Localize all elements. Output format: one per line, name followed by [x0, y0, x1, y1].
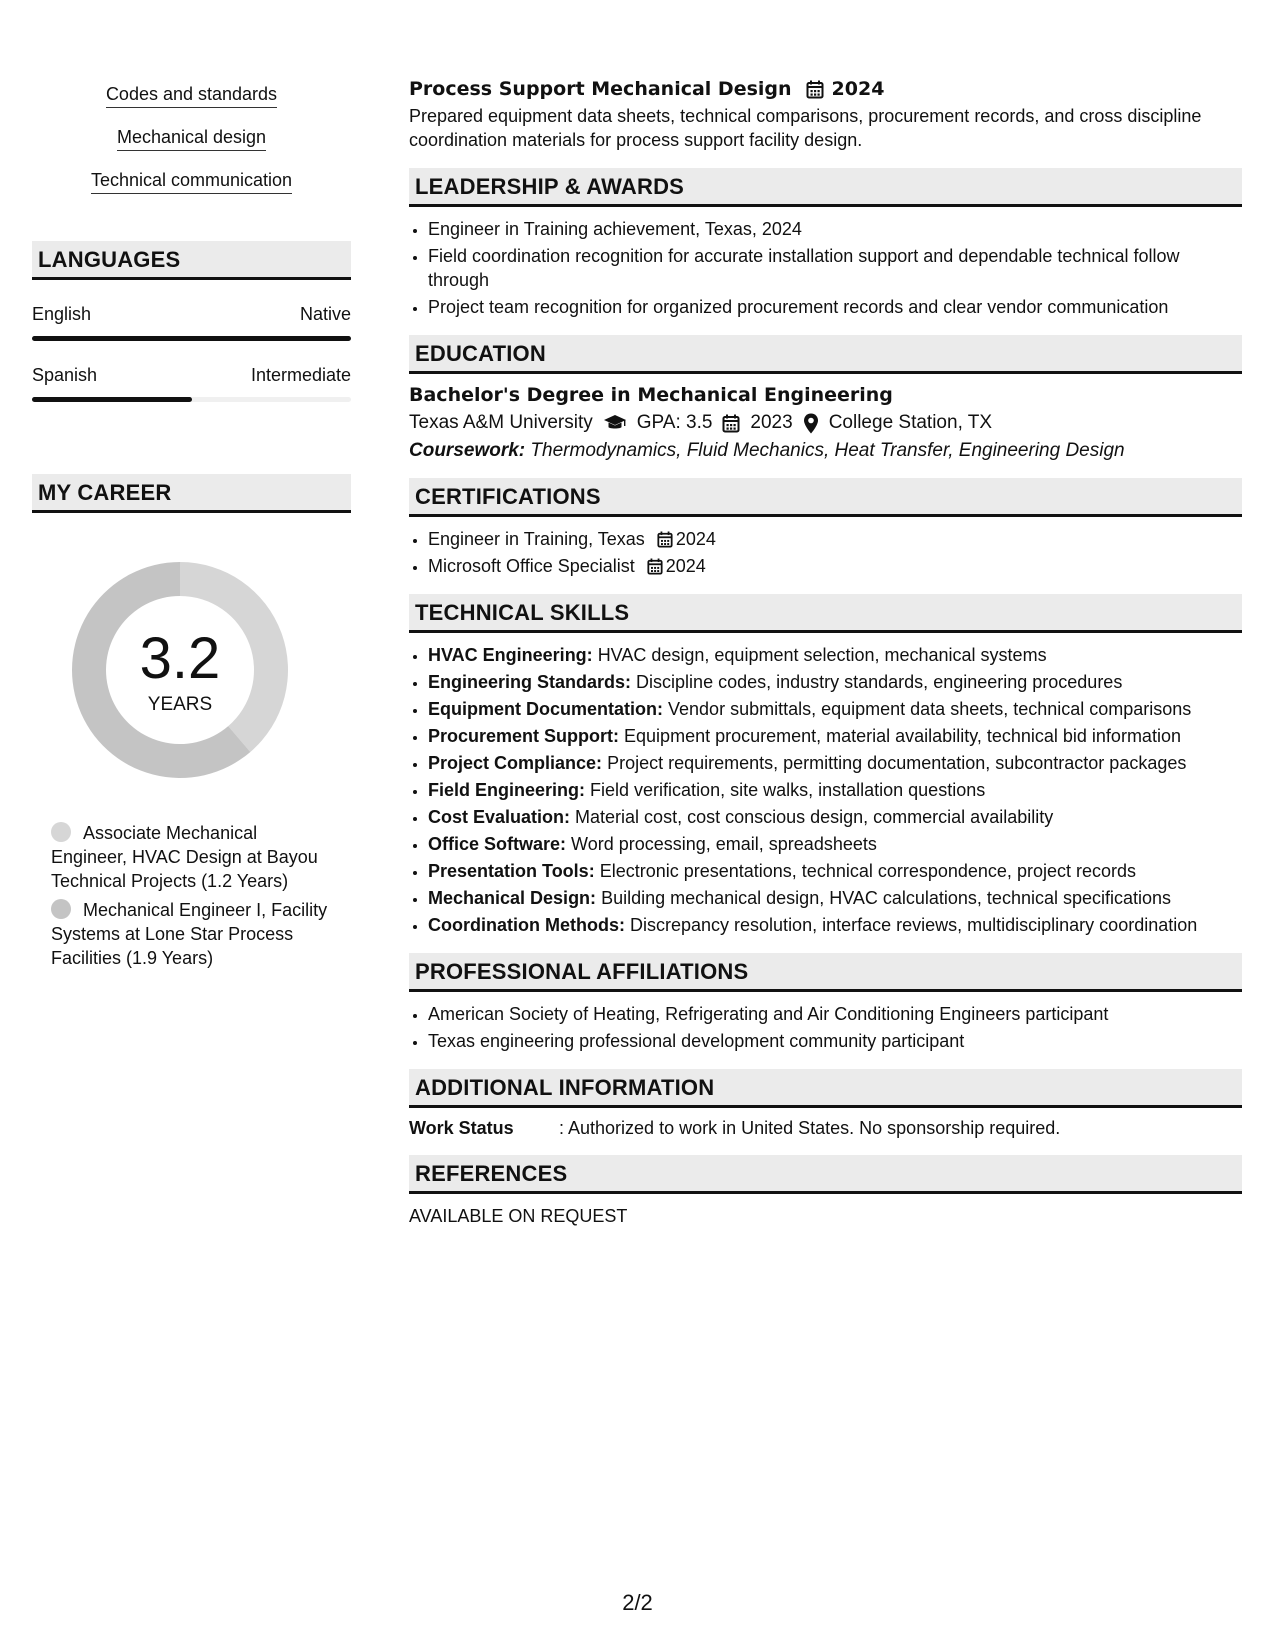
list-item: [428, 724, 1242, 748]
skill-text: HVAC design, equipment selection, mechanical systems: [597, 645, 1047, 665]
legend-dot: [51, 822, 71, 842]
list-item: [428, 751, 1242, 775]
education-section: [409, 335, 1242, 462]
language-name: Spanish: [32, 365, 98, 385]
list-item: [428, 554, 1242, 578]
affiliations-heading: PROFESSIONAL AFFILIATIONS: [409, 953, 1242, 992]
list-item: [428, 697, 1242, 721]
list-item: [428, 778, 1242, 802]
affiliations-section: [409, 953, 1242, 1053]
career-role: [51, 821, 336, 893]
list-item: • Engineer in Training achievement, Texas, 2024: [428, 217, 1242, 241]
skill-text: Discrepancy resolution, interface reviews, multidisciplinary coordination: [630, 915, 1198, 935]
list-item: • Texas engineering professional development community participant: [428, 1029, 1242, 1053]
career-unit: YEARS: [147, 694, 213, 715]
list-item: [428, 527, 1242, 551]
list-item: [428, 832, 1242, 856]
calendar-icon: [806, 80, 824, 99]
language-level: Intermediate: [250, 365, 351, 385]
skill-tag: Technical communication: [91, 170, 292, 194]
language-name: English: [32, 304, 92, 324]
career-role-label: Mechanical Engineer I, Facility Systems at Lone Star Process Facilities (1.9 Years): [51, 900, 328, 968]
list-item: [428, 643, 1242, 667]
career-donut: [65, 555, 295, 785]
project-description: Prepared equipment data sheets, technical comparisons, procurement records, and cross discipline coordination materials for process support facility design.: [409, 106, 1202, 150]
sidebar: [32, 84, 351, 975]
skill-text: Word processing, email, spreadsheets: [571, 834, 877, 854]
language-bar: [32, 336, 351, 341]
skill-text: Electronic presentations, technical correspondence, project records: [599, 861, 1136, 881]
list-item: [428, 859, 1242, 883]
skill-text: Vendor submittals, equipment data sheets, technical comparisons: [668, 699, 1192, 719]
certification-year: 2024: [665, 556, 706, 576]
certification-name: • Microsoft Office Specialist: [428, 556, 635, 576]
project-entry: [409, 78, 1242, 152]
skill-text: Material cost, cost conscious design, commercial availability: [575, 807, 1054, 827]
languages-heading: LANGUAGES: [32, 241, 351, 280]
education-heading: EDUCATION: [409, 335, 1242, 374]
skill-label: Equipment Documentation:: [428, 699, 663, 719]
skill-text: Discipline codes, industry standards, engineering procedures: [636, 672, 1123, 692]
references-section: [409, 1155, 1242, 1227]
language-bar-fill: [32, 336, 351, 341]
list-item: • American Society of Heating, Refrigerating and Air Conditioning Engineers participant: [428, 1002, 1242, 1026]
skill-label: Cost Evaluation:: [428, 807, 571, 827]
list-item: • Project team recognition for organized procurement records and clear vendor communication: [428, 295, 1242, 319]
technical-skills-section: [409, 594, 1242, 937]
additional-info-heading: ADDITIONAL INFORMATION: [409, 1069, 1242, 1108]
graduation-year: 2023: [750, 412, 793, 433]
career-role-label: Associate Mechanical Engineer, HVAC Design at Bayou Technical Projects (1.2 Years): [51, 823, 318, 891]
languages-section: [32, 241, 351, 402]
project-year: 2024: [831, 78, 885, 100]
calendar-icon: [722, 414, 740, 433]
skill-label: Mechanical Design:: [428, 888, 597, 908]
page-number: 2/2: [622, 1590, 653, 1615]
skill-label: Coordination Methods:: [428, 915, 625, 935]
career-list: [51, 821, 336, 970]
skill-label: Presentation Tools:: [428, 861, 595, 881]
location-pin-icon: [803, 413, 819, 434]
list-item: [428, 886, 1242, 910]
skill-label: Office Software:: [428, 834, 567, 854]
graduation-cap-icon: [603, 414, 627, 432]
language-item: [32, 365, 351, 402]
work-status-value: : Authorized to work in United States. No sponsorship required.: [559, 1118, 1061, 1138]
language-level: Native: [299, 304, 351, 324]
language-bar-fill: [32, 397, 192, 402]
leadership-section: [409, 168, 1242, 319]
career-section: [32, 474, 351, 970]
career-role: [51, 898, 336, 970]
skill-label: Engineering Standards:: [428, 672, 632, 692]
language-item: [32, 304, 351, 341]
skill-label: Procurement Support:: [428, 726, 620, 746]
legend-dot: [51, 899, 71, 919]
list-item: • Field coordination recognition for accurate installation support and dependable technical follow through: [428, 244, 1242, 292]
certifications-heading: CERTIFICATIONS: [409, 478, 1242, 517]
list-item: [428, 805, 1242, 829]
skill-text: Equipment procurement, material availability, technical bid information: [624, 726, 1181, 746]
certifications-section: [409, 478, 1242, 578]
coursework-list: Thermodynamics, Fluid Mechanics, Heat Transfer, Engineering Design: [530, 440, 1125, 461]
skill-text: Field verification, site walks, installation questions: [590, 780, 986, 800]
calendar-icon: [647, 558, 663, 575]
skill-tag: Codes and standards: [106, 84, 277, 108]
career-heading: MY CAREER: [32, 474, 351, 513]
technical-skills-heading: TECHNICAL SKILLS: [409, 594, 1242, 633]
career-total: 3.2: [139, 626, 221, 691]
references-text: AVAILABLE ON REQUEST: [409, 1206, 628, 1226]
skill-text: Project requirements, permitting documentation, subcontractor packages: [607, 753, 1187, 773]
calendar-icon: [657, 531, 673, 548]
list-item: [428, 670, 1242, 694]
skill-label: HVAC Engineering:: [428, 645, 593, 665]
list-item: [428, 913, 1242, 937]
skill-tags: [32, 84, 351, 213]
additional-info-section: [409, 1069, 1242, 1139]
coursework-label: Coursework:: [409, 440, 526, 461]
work-status-row: [409, 1118, 1242, 1139]
school-location: College Station, TX: [828, 412, 993, 433]
references-heading: REFERENCES: [409, 1155, 1242, 1194]
main-column: [409, 78, 1242, 1227]
skill-label: Project Compliance:: [428, 753, 603, 773]
project-title: Process Support Mechanical Design: [409, 78, 792, 100]
coursework: [409, 440, 1242, 462]
degree: Bachelor's Degree in Mechanical Engineering: [409, 384, 893, 406]
certification-name: • Engineer in Training, Texas: [428, 529, 645, 549]
certification-year: 2024: [675, 529, 716, 549]
work-status-label: Work Status: [409, 1118, 514, 1138]
gpa: GPA: 3.5: [636, 412, 713, 433]
language-bar: [32, 397, 351, 402]
skill-text: Building mechanical design, HVAC calculations, technical specifications: [601, 888, 1172, 908]
education-meta: [409, 412, 1242, 434]
leadership-heading: LEADERSHIP & AWARDS: [409, 168, 1242, 207]
skill-label: Field Engineering:: [428, 780, 586, 800]
skill-tag: Mechanical design: [117, 127, 266, 151]
school-name: Texas A&M University: [409, 412, 593, 433]
